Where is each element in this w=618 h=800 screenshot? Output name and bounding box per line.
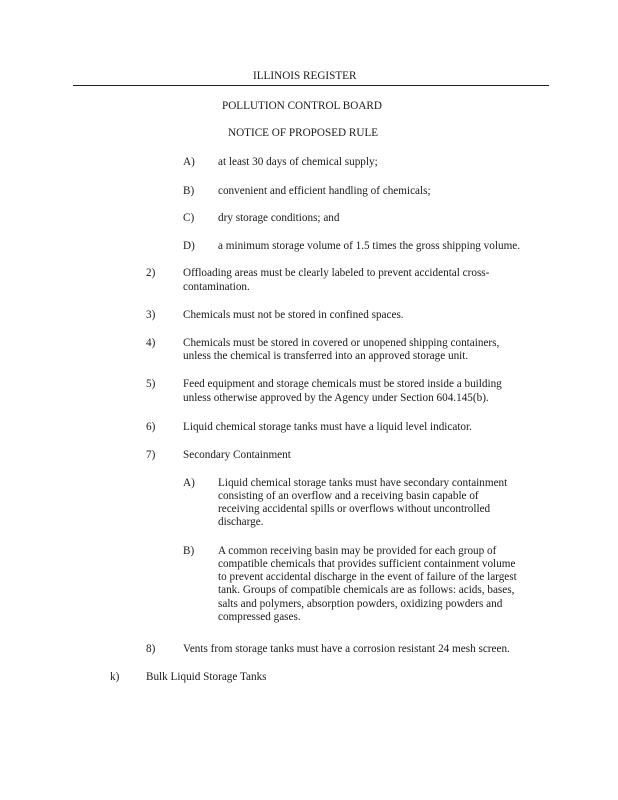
- item-marker: B): [183, 545, 195, 557]
- item-marker: 4): [146, 337, 156, 349]
- item-marker: D): [183, 240, 195, 252]
- item-text-line: Liquid chemical storage tanks must have secondary containment: [218, 477, 508, 489]
- item-marker: C): [183, 212, 195, 224]
- item-text: dry storage conditions; and: [218, 212, 340, 224]
- section-heading: Bulk Liquid Storage Tanks: [146, 671, 267, 683]
- item-text: at least 30 days of chemical supply;: [218, 156, 378, 168]
- item-marker: A): [183, 477, 195, 489]
- item-text-line: to prevent accidental discharge in the event of failure of the largest: [218, 571, 517, 583]
- item-text-line: Chemicals must be stored in covered or unopened shipping containers,: [183, 337, 500, 349]
- register-title: ILLINOIS REGISTER: [253, 70, 357, 82]
- board-title: POLLUTION CONTROL BOARD: [222, 100, 382, 112]
- item-text-line: receiving accidental spills or overflows without uncontrolled: [218, 503, 491, 515]
- item-marker: k): [110, 671, 120, 683]
- item-text: Liquid chemical storage tanks must have a liquid level indicator.: [183, 421, 472, 433]
- header-rule: [73, 85, 549, 86]
- item-marker: 3): [146, 309, 156, 321]
- item-text-line: tank. Groups of compatible chemicals are as follows: acids, bases,: [218, 584, 515, 596]
- item-text-line: compressed gases.: [218, 611, 301, 623]
- item-text: Chemicals must not be stored in confined spaces.: [183, 309, 404, 321]
- item-marker: 5): [146, 378, 156, 390]
- item-text: a minimum storage volume of 1.5 times the gross shipping volume.: [218, 240, 521, 252]
- item-text-line: contamination.: [183, 281, 250, 293]
- item-text-line: unless otherwise approved by the Agency under Section 604.145(b).: [183, 392, 489, 404]
- notice-title: NOTICE OF PROPOSED RULE: [228, 127, 379, 139]
- item-text-line: discharge.: [218, 516, 264, 528]
- item-marker: 2): [146, 267, 156, 279]
- item-text-line: unless the chemical is transferred into an approved storage unit.: [183, 350, 469, 362]
- item-marker: 6): [146, 421, 156, 433]
- item-text: Vents from storage tanks must have a corrosion resistant 24 mesh screen.: [183, 643, 510, 655]
- item-marker: 8): [146, 643, 156, 655]
- item-text-line: compatible chemicals that provides sufficient containment volume: [218, 558, 516, 570]
- item-text-line: Feed equipment and storage chemicals must be stored inside a building: [183, 378, 502, 390]
- item-marker: B): [183, 185, 195, 197]
- item-text-line: Offloading areas must be clearly labeled to prevent accidental cross-: [183, 267, 490, 279]
- section-heading: Secondary Containment: [183, 449, 291, 461]
- item-text-line: consisting of an overflow and a receiving basin capable of: [218, 490, 479, 502]
- item-marker: A): [183, 156, 195, 168]
- item-text: convenient and efficient handling of chemicals;: [218, 185, 431, 197]
- item-text-line: salts and polymers, absorption powders, oxidizing powders and: [218, 598, 503, 610]
- item-text-line: A common receiving basin may be provided for each group of: [218, 545, 497, 557]
- item-marker: 7): [146, 449, 156, 461]
